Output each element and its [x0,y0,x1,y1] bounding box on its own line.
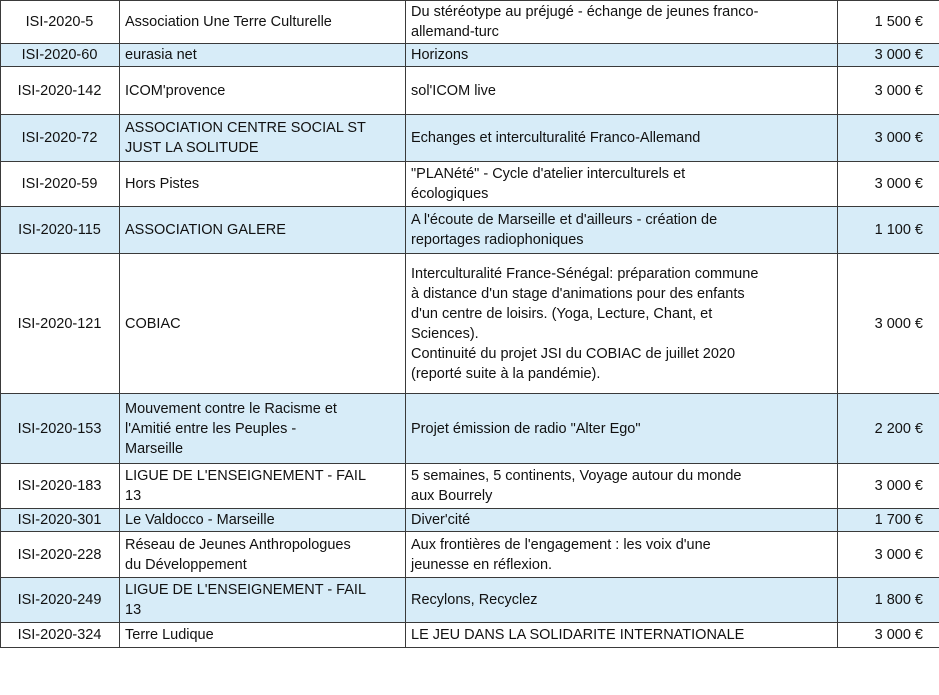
cell-project [406,509,838,532]
cell-organization [120,394,406,464]
project-line: reportages radiophoniques [411,232,584,248]
table-row [1,509,939,532]
cell-amount: 3 000 € [838,44,939,67]
cell-organization [120,578,406,623]
cell-project [406,162,838,207]
cell-amount: 3 000 € [838,115,939,162]
organization-line: ASSOCIATION GALERE [125,222,286,238]
cell-project [406,623,838,648]
cell-project [406,1,838,44]
organization-line: l'Amitié entre les Peuples - [125,420,297,437]
cell-project [406,115,838,162]
cell-project [406,207,838,254]
project-line: (reporté suite à la pandémie). [411,365,601,382]
organization-line: Le Valdocco - Marseille [125,512,275,528]
organization-line: Marseille [125,440,184,457]
cell-id: ISI-2020-301 [1,509,120,532]
cell-amount: 3 000 € [838,162,939,207]
project-line: Interculturalité France-Sénégal: préparation commune [411,265,759,282]
project-line: Horizons [411,47,469,63]
project-line: Continuité du projet JSI du COBIAC de juillet 2020 [411,345,736,362]
project-line: jeunesse en réflexion. [411,556,553,573]
cell-amount: 1 500 € [838,1,939,44]
cell-project [406,532,838,578]
cell-amount: 3 000 € [838,254,939,394]
cell-amount: 3 000 € [838,67,939,115]
organization-line: Réseau de Jeunes Anthropologues [125,536,351,553]
table-row [1,578,939,623]
organization-line: du Développement [125,556,247,573]
organization-line: Terre Ludique [125,627,214,643]
organization-line: LIGUE DE L'ENSEIGNEMENT - FAIL [125,582,367,598]
cell-id: ISI-2020-115 [1,207,120,254]
cell-amount: 3 000 € [838,532,939,578]
organization-line: 13 [125,602,142,618]
project-line: Sciences). [411,325,479,342]
project-line: "PLANété" - Cycle d'atelier interculturels et [411,166,686,182]
cell-id: ISI-2020-228 [1,532,120,578]
project-line: Du stéréotype au préjugé - échange de jeunes franco- [411,4,759,20]
cell-organization [120,44,406,67]
cell-organization [120,254,406,394]
cell-amount: 3 000 € [838,623,939,648]
cell-organization [120,532,406,578]
cell-organization [120,509,406,532]
cell-project [406,578,838,623]
cell-amount: 3 000 € [838,464,939,509]
cell-id: ISI-2020-183 [1,464,120,509]
organization-line: 13 [125,488,142,504]
project-line: Diver'cité [411,512,471,528]
organization-line: JUST LA SOLITUDE [125,140,259,156]
cell-id: ISI-2020-121 [1,254,120,394]
cell-id: ISI-2020-142 [1,67,120,115]
cell-id: ISI-2020-72 [1,115,120,162]
project-line: sol'ICOM live [411,82,496,99]
project-line: aux Bourrely [411,488,493,504]
table-row [1,162,939,207]
cell-project [406,254,838,394]
organization-line: ICOM'provence [125,82,226,99]
cell-organization [120,115,406,162]
organization-line: COBIAC [125,315,181,332]
project-line: d'un centre de loisirs. (Yoga, Lecture, Chant, et [411,305,713,322]
cell-organization [120,67,406,115]
cell-id: ISI-2020-324 [1,623,120,648]
organization-line: Hors Pistes [125,176,200,192]
table-row [1,464,939,509]
organization-line: Mouvement contre le Racisme et [125,400,337,417]
organization-line: LIGUE DE L'ENSEIGNEMENT - FAIL [125,468,367,484]
project-line: A l'écoute de Marseille et d'ailleurs - création de [411,212,718,228]
organization-line: Association Une Terre Culturelle [125,14,332,30]
table-row [1,207,939,254]
cell-project [406,67,838,115]
cell-id: ISI-2020-153 [1,394,120,464]
organization-line: eurasia net [125,47,197,63]
cell-amount: 1 700 € [838,509,939,532]
cell-organization [120,1,406,44]
cell-id: ISI-2020-60 [1,44,120,67]
table-row [1,394,939,464]
cell-amount: 2 200 € [838,394,939,464]
table-row [1,254,939,394]
project-line: Recylons, Recyclez [411,592,538,608]
cell-id: ISI-2020-249 [1,578,120,623]
cell-amount: 1 100 € [838,207,939,254]
project-line: LE JEU DANS LA SOLIDARITE INTERNATIONALE [411,627,745,643]
cell-amount: 1 800 € [838,578,939,623]
cell-id: ISI-2020-59 [1,162,120,207]
cell-organization [120,207,406,254]
organization-line: ASSOCIATION CENTRE SOCIAL ST [125,120,366,136]
table-row [1,44,939,67]
table-row [1,67,939,115]
cell-organization [120,623,406,648]
cell-project [406,394,838,464]
project-line: Aux frontières de l'engagement : les voix d'une [411,536,711,553]
cell-id: ISI-2020-5 [1,1,120,44]
project-line: Echanges et interculturalité Franco-Allemand [411,130,701,146]
cell-project [406,464,838,509]
table-row [1,1,939,44]
project-line: 5 semaines, 5 continents, Voyage autour du monde [411,468,742,484]
table-row [1,115,939,162]
table-row [1,623,939,648]
cell-project [406,44,838,67]
project-line: à distance d'un stage d'animations pour des enfants [411,285,745,302]
project-line: allemand-turc [411,24,499,40]
project-line: Projet émission de radio "Alter Ego" [411,420,641,437]
cell-organization [120,464,406,509]
grants-table-body [1,1,939,648]
table-row [1,532,939,578]
cell-organization [120,162,406,207]
project-line: écologiques [411,186,489,202]
